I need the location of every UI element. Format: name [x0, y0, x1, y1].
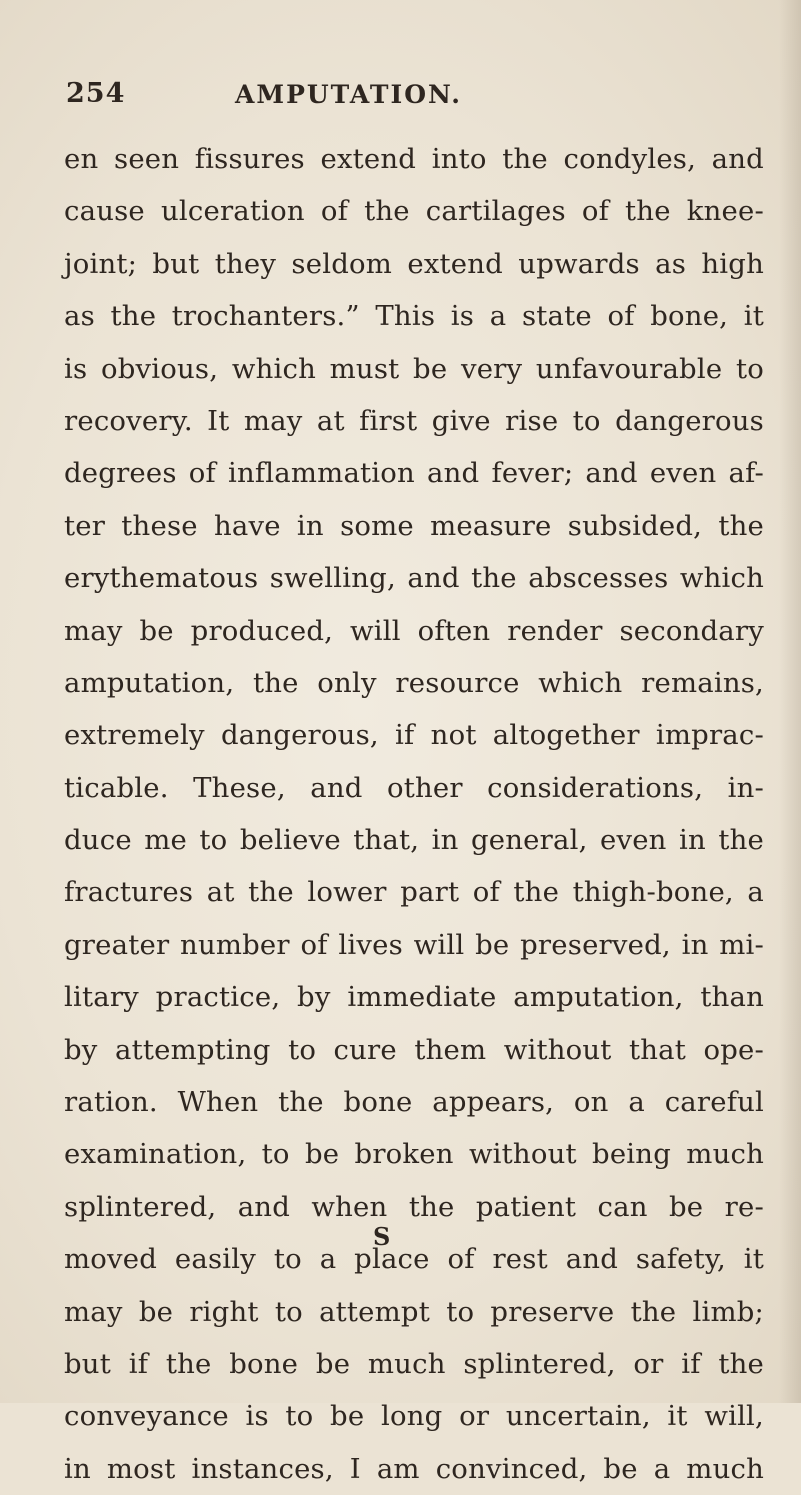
- text-line: degrees of inflammation and fever; and even af-: [64, 457, 764, 490]
- text-line: duce me to believe that, in general, even in the: [64, 824, 764, 857]
- text-line: litary practice, by immediate amputation, than: [64, 981, 764, 1014]
- text-line: moved easily to a place of rest and safety, it: [64, 1243, 764, 1276]
- body-text: [64, 133, 764, 1495]
- text-line: in most instances, I am convinced, be a much: [64, 1452, 764, 1485]
- text-line: joint; but they seldom extend upwards as high: [64, 247, 764, 280]
- text-line: may be produced, will often render secondary: [64, 614, 764, 647]
- text-line: ter these have in some measure subsided, the: [64, 509, 764, 542]
- text-line: erythematous swelling, and the abscesses which: [64, 562, 764, 595]
- signature-mark: S: [373, 1222, 391, 1251]
- text-line: cause ulceration of the cartilages of the knee-: [64, 195, 764, 228]
- text-line: amputation, the only resource which remains,: [64, 666, 764, 699]
- text-line: fractures at the lower part of the thigh-bone, a: [64, 876, 764, 909]
- text-line: conveyance is to be long or uncertain, it will,: [64, 1400, 764, 1433]
- text-line: is obvious, which must be very unfavourable to: [64, 352, 764, 385]
- text-line: but if the bone be much splintered, or if the: [64, 1347, 764, 1380]
- text-line: greater number of lives will be preserved, in mi-: [64, 928, 764, 961]
- text-line: splintered, and when the patient can be re-: [64, 1190, 764, 1223]
- text-line: may be right to attempt to preserve the limb;: [64, 1295, 764, 1328]
- text-line: as the trochanters.” This is a state of bone, it: [64, 300, 764, 333]
- text-line: en seen fissures extend into the condyles, and: [64, 143, 764, 175]
- text-line: ticable. These, and other considerations, in-: [64, 771, 764, 804]
- running-head: AMPUTATION.: [235, 80, 462, 109]
- text-line: recovery. It may at first give rise to dangerous: [64, 404, 764, 437]
- text-line: ration. When the bone appears, on a careful: [64, 1086, 764, 1119]
- page-number: 254: [66, 78, 126, 109]
- text-line: by attempting to cure them without that ope-: [64, 1033, 764, 1066]
- text-line: examination, to be broken without being much: [64, 1138, 764, 1171]
- page-header: [0, 78, 801, 118]
- text-line: extremely dangerous, if not altogether imprac-: [64, 719, 764, 752]
- page-edge-shadow: [779, 0, 801, 1403]
